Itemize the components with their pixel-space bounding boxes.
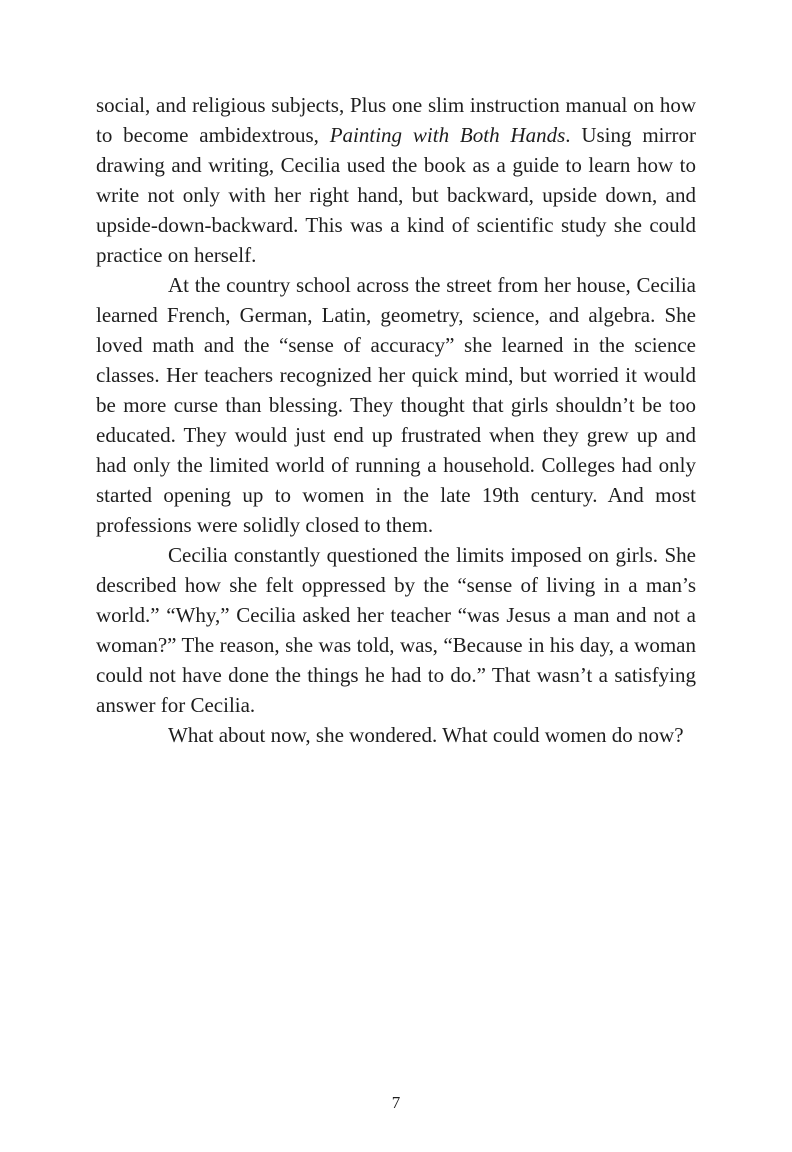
book-title: Painting with Both Hands bbox=[329, 123, 566, 147]
paragraph-what-about-now: What about now, she wondered. What could women do now? bbox=[168, 723, 684, 747]
page-number: 7 bbox=[391, 1093, 401, 1112]
paragraph-ambidextrous bbox=[96, 90, 696, 270]
paragraph-text-start: social, and religious subjects, Plus one slim instruction manual on how to become ambidextrous, bbox=[96, 93, 696, 147]
paragraph-text-end: . Using mirror drawing and writing, Cecilia used the book as a guide to learn how to write not only with her right hand, but backward, upside down, and upside-down-backward. This was a kind of scientific study she could practice on herself. bbox=[96, 123, 696, 267]
body-text bbox=[96, 90, 696, 750]
paragraph-country-school: At the country school across the street from her house, Cecilia learned French, German, Latin, geometry, science, and algebra. She loved math and the “sense of accuracy” she learned in the science classes. Her teachers recognized her quick mind, but worried it would be more curse than blessing. They thought that girls shouldn’t be too educated. They would just end up frustrated when they grew up and had only the limited world of running a household. Colleges had only started opening up to women in the late 19th century. And most professions were solidly closed to them. bbox=[96, 273, 696, 537]
paragraph-limits-on-girls: Cecilia constantly questioned the limits imposed on girls. She described how she felt oppressed by the “sense of living in a man’s world.” “Why,” Cecilia asked her teacher “was Jesus a man and not a woman?” The reason, she was told, was, “Because in his day, a woman could not have done the things he had to do.” That wasn’t a satisfying answer for Cecilia. bbox=[96, 543, 696, 717]
